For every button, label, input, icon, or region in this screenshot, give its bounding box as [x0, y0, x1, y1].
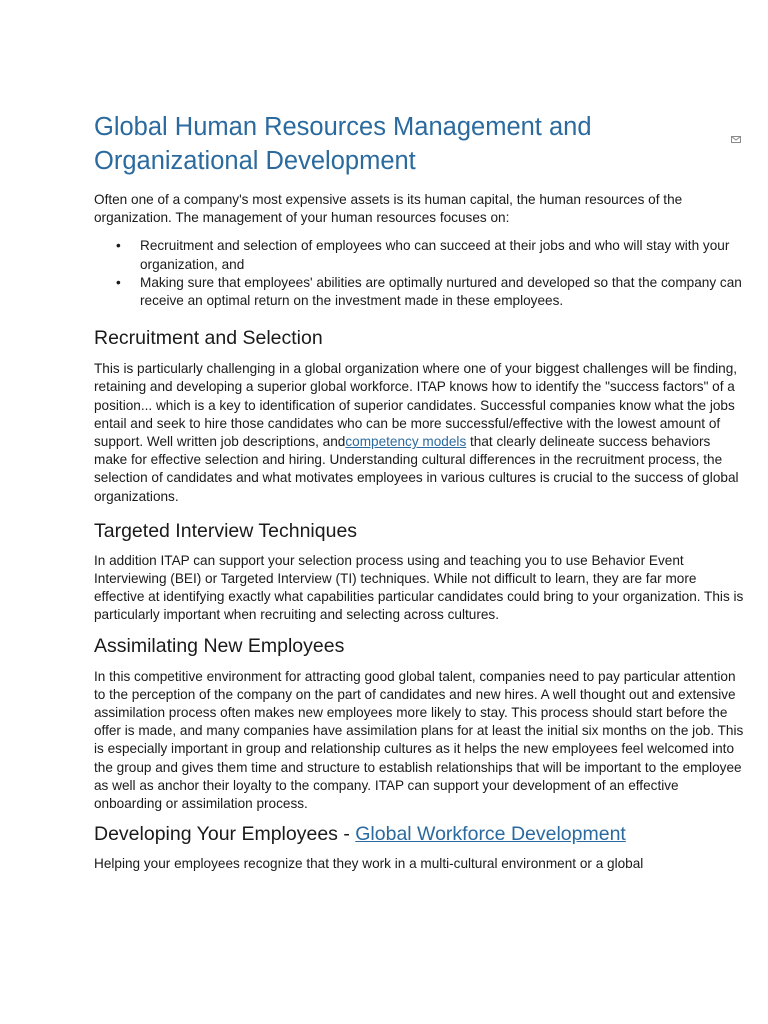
bullet-marker: •	[116, 238, 121, 254]
section-heading-developing	[94, 821, 746, 847]
intro-paragraph: Often one of a company's most expensive assets is its human capital, the human resources of the organization. The management of your human resources focuses on:	[94, 192, 683, 226]
list-item-text: Making sure that employees' abilities are optimally nurtured and developed so that the company can receive an optimal return on the investment made in these employees.	[140, 274, 742, 309]
section-paragraph-interview: In addition ITAP can support your selection process using and teaching you to use Behavior Event Interviewing (BEI) or Targeted Interview (TI) techniques. While not difficult to learn, they are far more effective at identifying exactly what capabilities particular candidates could bring to your organization. This is particularly important when recruiting and selecting across cultures.	[94, 552, 744, 623]
paragraph-text: that clearly delineate success behaviors make for effective selection and hiring. Understanding cultural differences in the recruitment process, the selection of candidates and what motivates employees in various cultures is crucial to the success of global organizations.	[94, 434, 739, 504]
list-item	[94, 237, 746, 273]
document-page	[94, 110, 746, 873]
section-heading-recruitment: Recruitment and Selection	[94, 327, 323, 350]
section-heading-interview: Targeted Interview Techniques	[94, 519, 358, 542]
section-paragraph-recruitment	[94, 360, 746, 506]
bullet-marker: •	[116, 274, 121, 290]
global-workforce-development-link[interactable]: Global Workforce Development	[355, 823, 626, 846]
page-title: Global Human Resources Management and Organizational Development	[94, 113, 592, 175]
focus-list	[94, 237, 746, 310]
list-item	[94, 274, 746, 310]
section-heading-assimilating: Assimilating New Employees	[94, 634, 345, 657]
section-paragraph-assimilating: In this competitive environment for attracting good global talent, companies need to pay particular attention to the perception of the company on the part of candidates and new hires. A well thought out and extensive assimilation process often makes new employees more likely to stay. This process should start before the offer is made, and many companies have assimilation plans for at least the initial six months on the job. This is especially important in group and relationship cultures as it helps the new employees feel welcomed into the group and gives them time and structure to establish relationships that will be important to the employee as well as anchor their loyalty to the company. ITAP can support your development of an effective onboarding or assimilation process.	[94, 668, 744, 812]
section-paragraph-developing: Helping your employees recognize that they work in a multi-cultural environment or a global	[94, 856, 644, 872]
competency-models-link[interactable]: competency models	[345, 434, 467, 450]
heading-text: Developing Your Employees -	[94, 823, 356, 846]
list-item-text: Recruitment and selection of employees who can succeed at their jobs and who will stay with your organization, and	[140, 238, 730, 272]
paragraph-text: This is particularly challenging in a global organization where one of your biggest challenges will be finding, retaining and developing a superior global workforce. ITAP knows how to identify the "success factors" of a position... which is a key to identification of superior candidates. Successful companies know what the jobs entail and seek to hire those candidates who can be more successful/effective with the lowest amount of support. Well written job descriptions, and	[94, 361, 738, 450]
envelope-icon[interactable]	[731, 130, 741, 137]
